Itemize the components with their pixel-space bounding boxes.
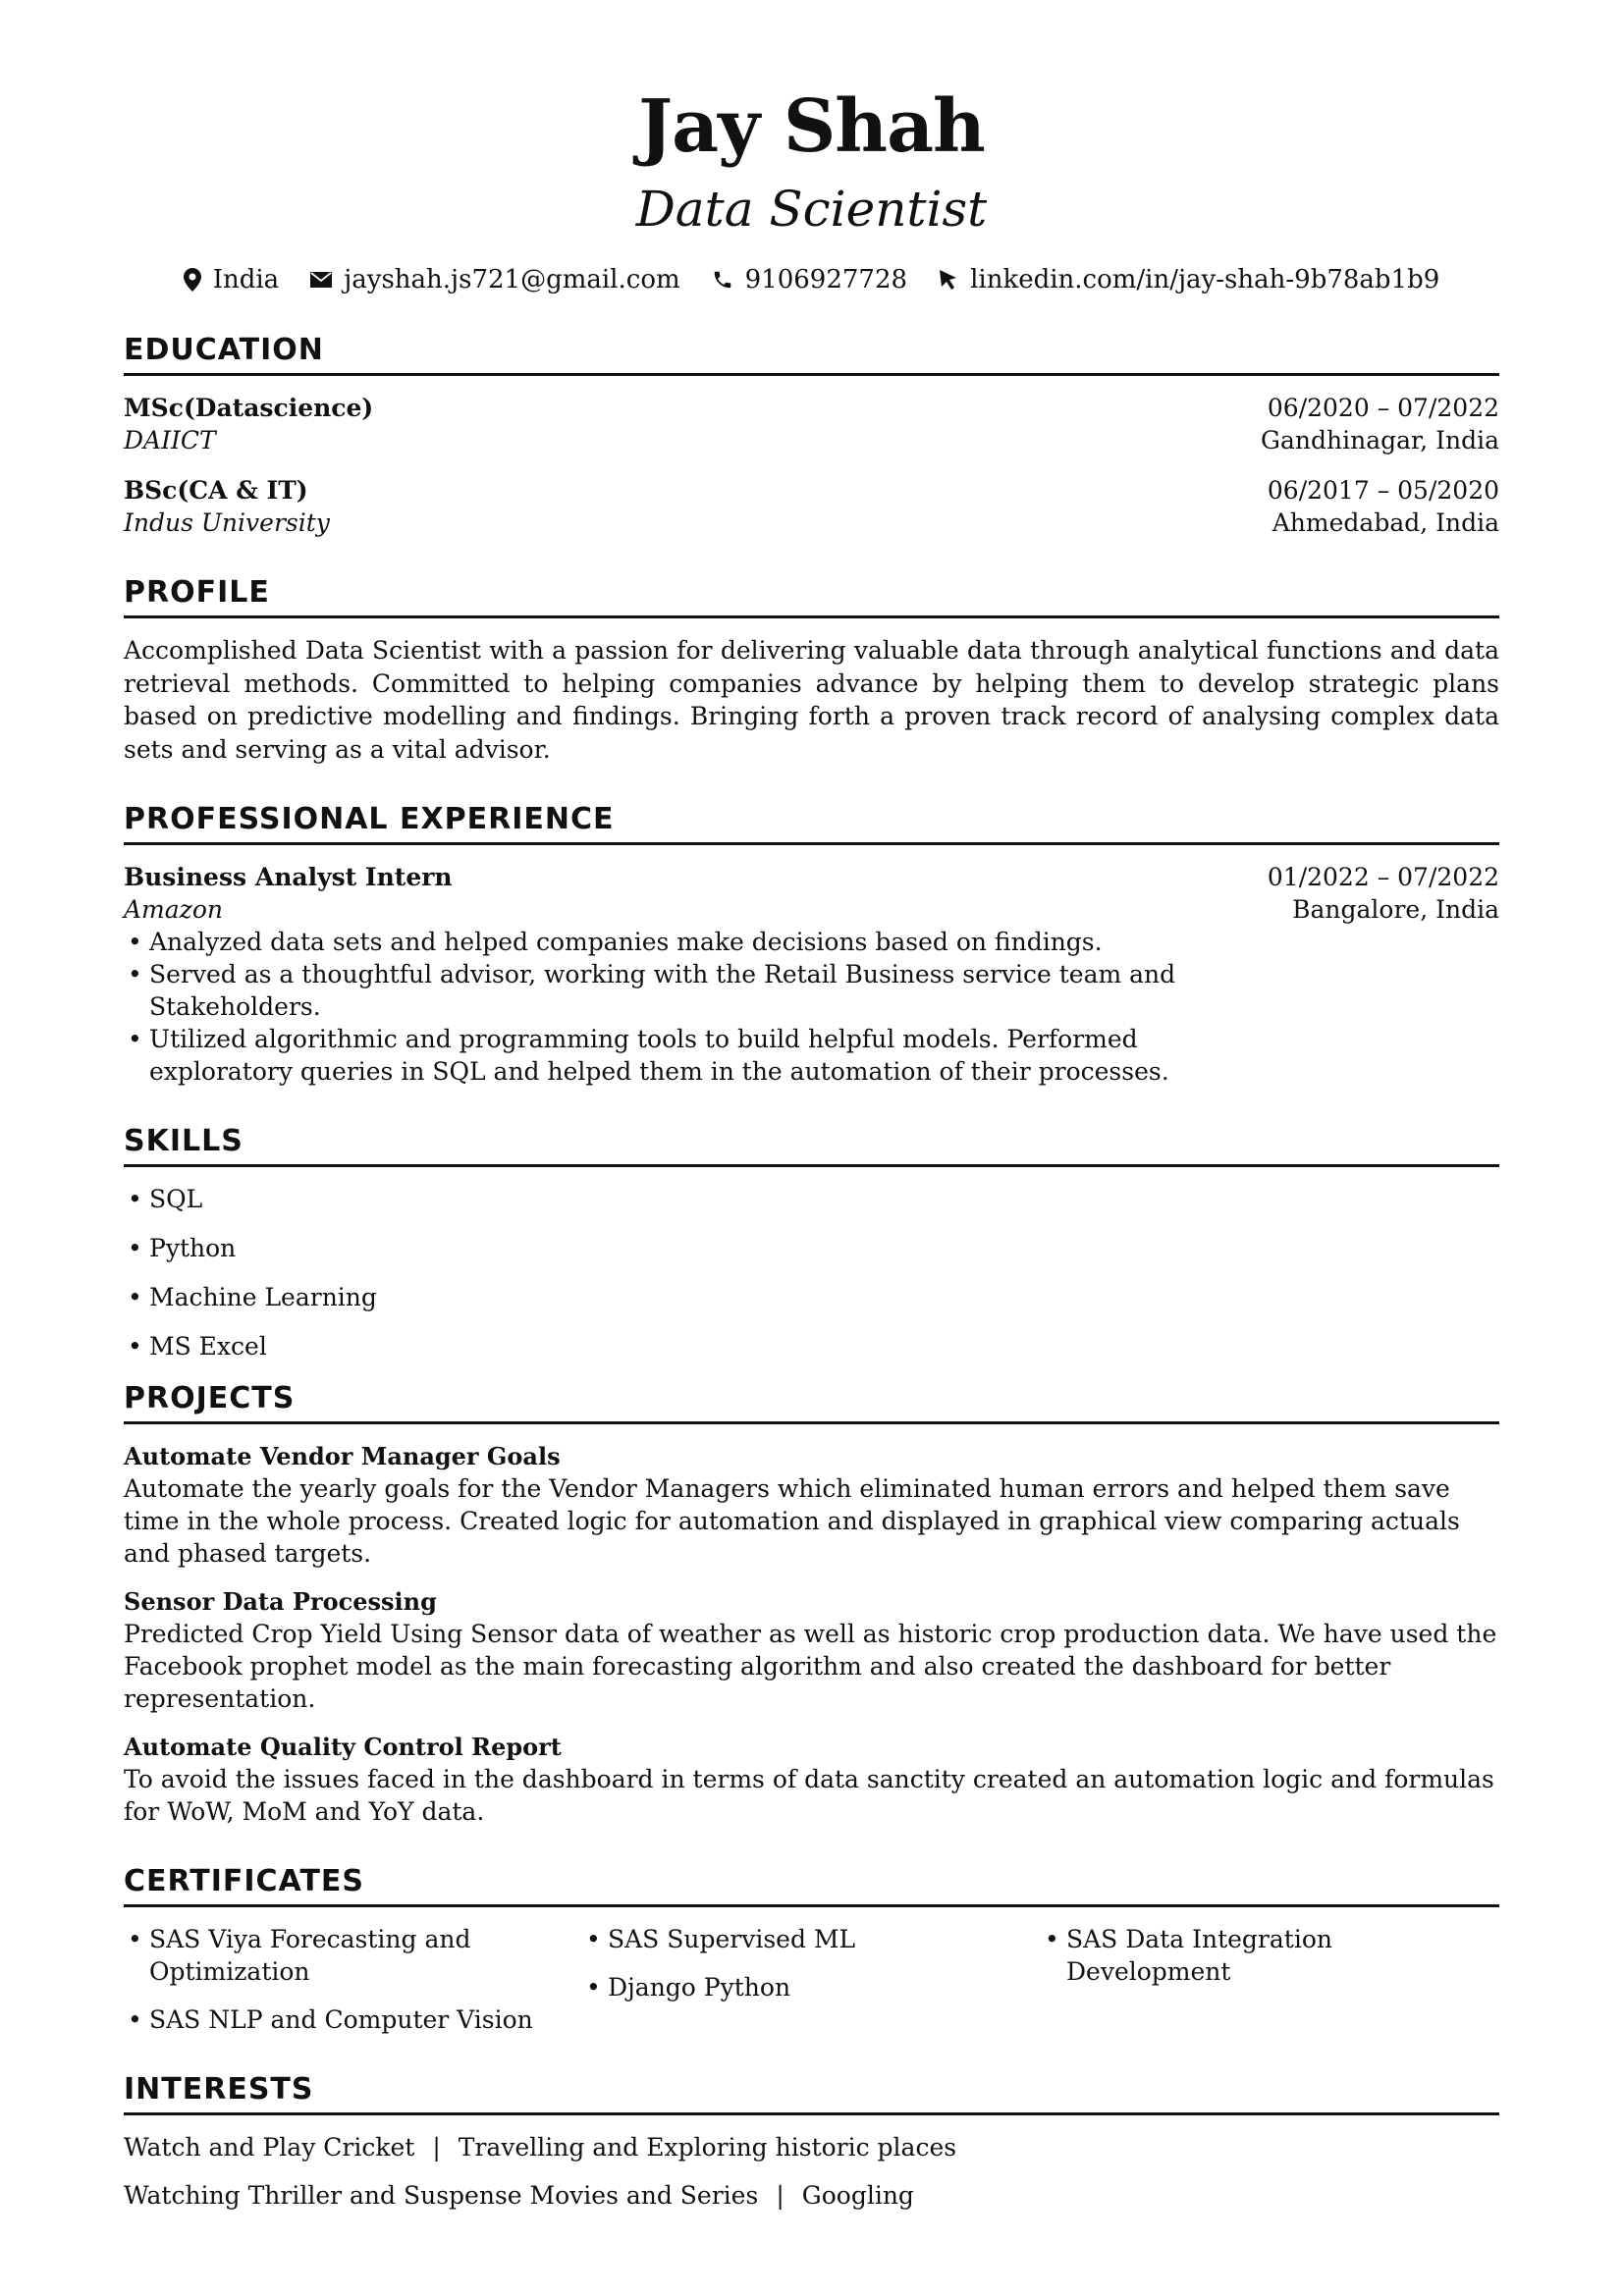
certificates-section bbox=[124, 1863, 1499, 2052]
school-name: Indus University bbox=[124, 508, 330, 537]
certificates-grid bbox=[124, 1923, 1499, 2052]
list-item: • Analyzed data sets and helped companies make decisions based on findings. bbox=[124, 926, 1233, 958]
experience-bullets bbox=[124, 926, 1233, 1088]
contact-email[interactable] bbox=[310, 263, 679, 296]
project-entry bbox=[124, 1585, 1499, 1715]
experience-dates: 01/2022 – 07/2022 bbox=[1267, 863, 1499, 891]
interest-separator: | bbox=[776, 2181, 784, 2210]
cursor-link-icon bbox=[939, 269, 958, 291]
section-heading-profile: PROFILE bbox=[124, 574, 1499, 618]
contact-location bbox=[184, 263, 279, 296]
list-item: • SAS Supervised ML bbox=[582, 1923, 1041, 1955]
list-item: • SQL bbox=[124, 1183, 1499, 1215]
project-description: To avoid the issues faced in the dashboard in terms of data sanctity created an automation logic and formulas for WoW, MoM and YoY data. bbox=[124, 1765, 1494, 1826]
education-entry bbox=[124, 392, 1499, 456]
skills-section bbox=[124, 1123, 1499, 1362]
experience-location: Bangalore, India bbox=[1292, 895, 1499, 924]
section-heading-projects: PROJECTS bbox=[124, 1380, 1499, 1424]
project-name: Automate Quality Control Report bbox=[124, 1733, 562, 1761]
list-item: • SAS Viya Forecasting and Optimization bbox=[124, 1923, 582, 1988]
project-entry bbox=[124, 1731, 1499, 1828]
person-name: Jay Shah bbox=[638, 84, 985, 169]
section-heading-experience: PROFESSIONAL EXPERIENCE bbox=[124, 801, 1499, 845]
skills-list bbox=[124, 1183, 1499, 1362]
section-heading-skills: SKILLS bbox=[124, 1123, 1499, 1167]
education-entry bbox=[124, 474, 1499, 539]
interests-section bbox=[124, 2071, 1499, 2212]
project-name: Automate Vendor Manager Goals bbox=[124, 1442, 561, 1470]
job-title: Data Scientist bbox=[635, 181, 988, 238]
phone-icon bbox=[712, 269, 733, 291]
list-item: • Python bbox=[124, 1232, 1499, 1264]
list-item: • SAS NLP and Computer Vision bbox=[124, 2003, 582, 2036]
interest-item: Travelling and Exploring historic places bbox=[458, 2133, 957, 2162]
projects-section bbox=[124, 1380, 1499, 1828]
envelope-icon bbox=[310, 272, 332, 288]
interests-line bbox=[124, 2131, 1499, 2163]
job-role: Business Analyst Intern bbox=[124, 863, 453, 891]
interest-item: Googling bbox=[801, 2181, 914, 2210]
list-item: • Utilized algorithmic and programming tools to build helpful models. Performed exploratory queries in SQL and helped them in the automation of their processes. bbox=[124, 1023, 1233, 1088]
company-name: Amazon bbox=[124, 895, 223, 924]
list-item: • MS Excel bbox=[124, 1330, 1499, 1362]
interest-item: Watching Thriller and Suspense Movies and Series bbox=[124, 2181, 759, 2210]
contact-linkedin[interactable] bbox=[939, 263, 1439, 296]
degree-name: BSc(CA & IT) bbox=[124, 476, 308, 505]
education-location: Ahmedabad, India bbox=[1271, 508, 1499, 537]
education-section bbox=[124, 332, 1499, 539]
phone-text[interactable]: 9106927728 bbox=[744, 265, 908, 294]
certificates-column bbox=[1041, 1923, 1499, 2052]
project-description: Predicted Crop Yield Using Sensor data of weather as well as historic crop production data. We have used the Facebook prophet model as the main forecasting algorithm and also created the dashboard for better representation. bbox=[124, 1620, 1497, 1713]
list-item: • Machine Learning bbox=[124, 1281, 1499, 1313]
degree-name: MSc(Datascience) bbox=[124, 394, 374, 422]
profile-summary: Accomplished Data Scientist with a passion for delivering valuable data through analytical functions and data retrieval methods. Committed to helping companies advance by helping them to develop strategic plans based on predictive modelling and findings. Bringing forth a proven track record of analysing complex data sets and serving as a vital advisor. bbox=[124, 636, 1499, 764]
resume-header bbox=[124, 0, 1499, 296]
certificates-column bbox=[124, 1923, 582, 2052]
experience-entry bbox=[124, 861, 1499, 926]
contact-bar bbox=[124, 263, 1499, 296]
education-dates: 06/2020 – 07/2022 bbox=[1267, 394, 1499, 422]
interests-line bbox=[124, 2179, 1499, 2212]
education-location: Gandhinagar, India bbox=[1261, 426, 1499, 454]
section-heading-certificates: CERTIFICATES bbox=[124, 1863, 1499, 1907]
list-item: • Served as a thoughtful advisor, working with the Retail Business service team and Stakeholders. bbox=[124, 958, 1233, 1023]
section-heading-education: EDUCATION bbox=[124, 332, 1499, 376]
list-item: • Django Python bbox=[582, 1971, 1041, 2003]
email-text[interactable]: jayshah.js721@gmail.com bbox=[344, 265, 680, 294]
profile-section bbox=[124, 574, 1499, 766]
location-text: India bbox=[212, 265, 280, 294]
experience-section bbox=[124, 801, 1499, 1088]
interest-item: Watch and Play Cricket bbox=[124, 2133, 415, 2162]
project-entry bbox=[124, 1440, 1499, 1570]
certificates-column bbox=[582, 1923, 1041, 2052]
section-heading-interests: INTERESTS bbox=[124, 2071, 1499, 2115]
project-name: Sensor Data Processing bbox=[124, 1587, 437, 1616]
linkedin-text[interactable]: linkedin.com/in/jay-shah-9b78ab1b9 bbox=[970, 265, 1440, 294]
location-pin-icon bbox=[184, 268, 201, 292]
school-name: DAIICT bbox=[124, 426, 216, 454]
interest-separator: | bbox=[432, 2133, 441, 2162]
project-description: Automate the yearly goals for the Vendor Managers which eliminated human errors and helped them save time in the whole process. Created logic for automation and displayed in graphical view comparing actuals and phased targets. bbox=[124, 1474, 1460, 1568]
education-dates: 06/2017 – 05/2020 bbox=[1267, 476, 1499, 505]
list-item: • SAS Data Integration Development bbox=[1041, 1923, 1499, 1988]
contact-phone[interactable] bbox=[712, 263, 907, 296]
